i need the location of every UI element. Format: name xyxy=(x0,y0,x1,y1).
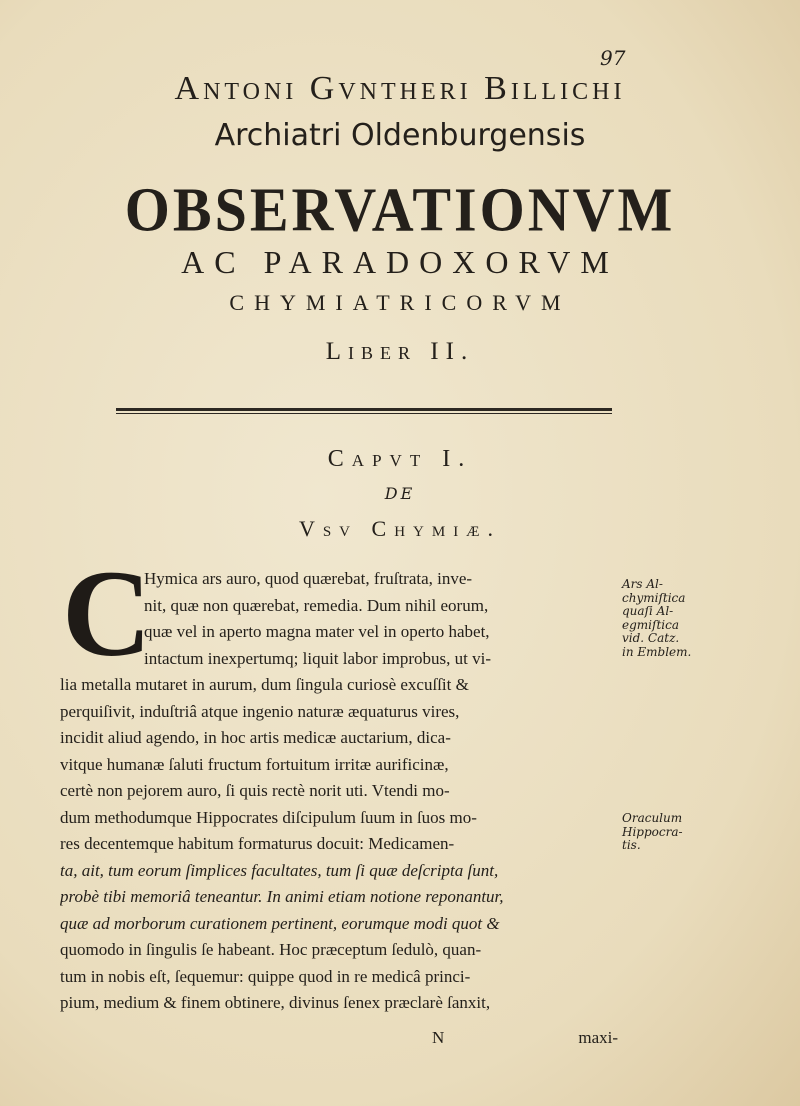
body-text xyxy=(60,566,618,1017)
margin-note-line: Ars Al- xyxy=(622,577,663,591)
body-line: pium, medium & finem obtinere, divinus ſenex præclarè ſanxit, xyxy=(60,993,491,1012)
body-line: quomodo in ſingulis ſe habeant. Hoc præceptum ſedulò, quan- xyxy=(60,940,482,959)
margin-note-line: Oraculum xyxy=(622,811,683,825)
body-line: Hymica ars auro, quod quærebat, fruſtrata, inve- xyxy=(144,569,473,588)
body-line: incidit aliud agendo, in hoc artis medicæ auctarium, dica- xyxy=(60,728,451,747)
margin-note-line: tis. xyxy=(622,838,641,852)
body-line: intactum inexpertumq; liquit labor improbus, ut vi- xyxy=(144,648,492,668)
book-number: Liber II. xyxy=(325,338,475,365)
margin-note-line: egmiſtica xyxy=(622,617,679,632)
body-line: lia metalla mutaret in aurum, dum ſingula curiosè excuſſit & xyxy=(60,675,469,694)
margin-note-line: Hippocra- xyxy=(622,824,683,839)
author-name: Antoni Gvntheri Billichi xyxy=(174,70,626,107)
margin-note-line: in Emblem. xyxy=(622,644,692,659)
work-title: OBSERVATIONVM xyxy=(124,174,676,245)
margin-note-alchemy xyxy=(622,578,691,659)
chapter-de: DE xyxy=(384,484,416,503)
margin-note-line: vid. Catz. xyxy=(622,631,680,645)
body-line: tum in nobis eſt, ſequemur: quippe quod in re medicâ princi- xyxy=(60,966,471,986)
margin-note-line: chymiſtica xyxy=(622,590,686,605)
body-line: dum methodumque Hippocrates diſcipulum ſuum in ſuos mo- xyxy=(60,807,477,827)
divider-rule-thin xyxy=(116,413,612,414)
catchword: maxi- xyxy=(578,1028,618,1047)
body-line: perquiſivit, induſtriâ atque ingenio naturæ æquaturus vires, xyxy=(60,701,460,721)
author-role: Archiatri Oldenburgensis xyxy=(214,118,586,153)
body-line: probè tibi memoriâ teneantur. In animi etiam notione reponantur, xyxy=(60,887,504,906)
drop-cap: C xyxy=(62,545,152,682)
work-subtitle-2: CHYMIATRICORVM xyxy=(229,290,571,315)
work-subtitle-1: AC PARADOXORVM xyxy=(181,244,619,280)
body-line: certè non pejorem auro, ſi quis rectè norit uti. Vtendi mo- xyxy=(60,781,450,800)
signature-mark: N xyxy=(432,1028,445,1047)
body-line: ta, ait, tum eorum ſimplices facultates, tum ſi quæ deſcripta ſunt, xyxy=(60,860,499,880)
body-line: vitque humanæ ſaluti fructum fortuitum irritæ aurificinæ, xyxy=(60,754,449,774)
body-line: res decentemque habitum formaturus docuit: Medicamen- xyxy=(60,834,455,853)
margin-note-oracle xyxy=(622,812,683,853)
body-line: quæ ad morborum curationem pertinent, eorumque modi quot & xyxy=(60,913,500,933)
body-line: nit, quæ non quærebat, remedia. Dum nihil eorum, xyxy=(144,595,489,615)
chapter-subject: Vsv Chymiæ. xyxy=(298,516,502,541)
chapter-heading: Capvt I. xyxy=(327,446,473,472)
divider-rule xyxy=(116,408,612,411)
body-line: quæ vel in aperto magna mater vel in operto habet, xyxy=(144,622,490,641)
margin-note-line: quaſi Al- xyxy=(622,604,674,618)
page-number: 97 xyxy=(600,46,626,70)
